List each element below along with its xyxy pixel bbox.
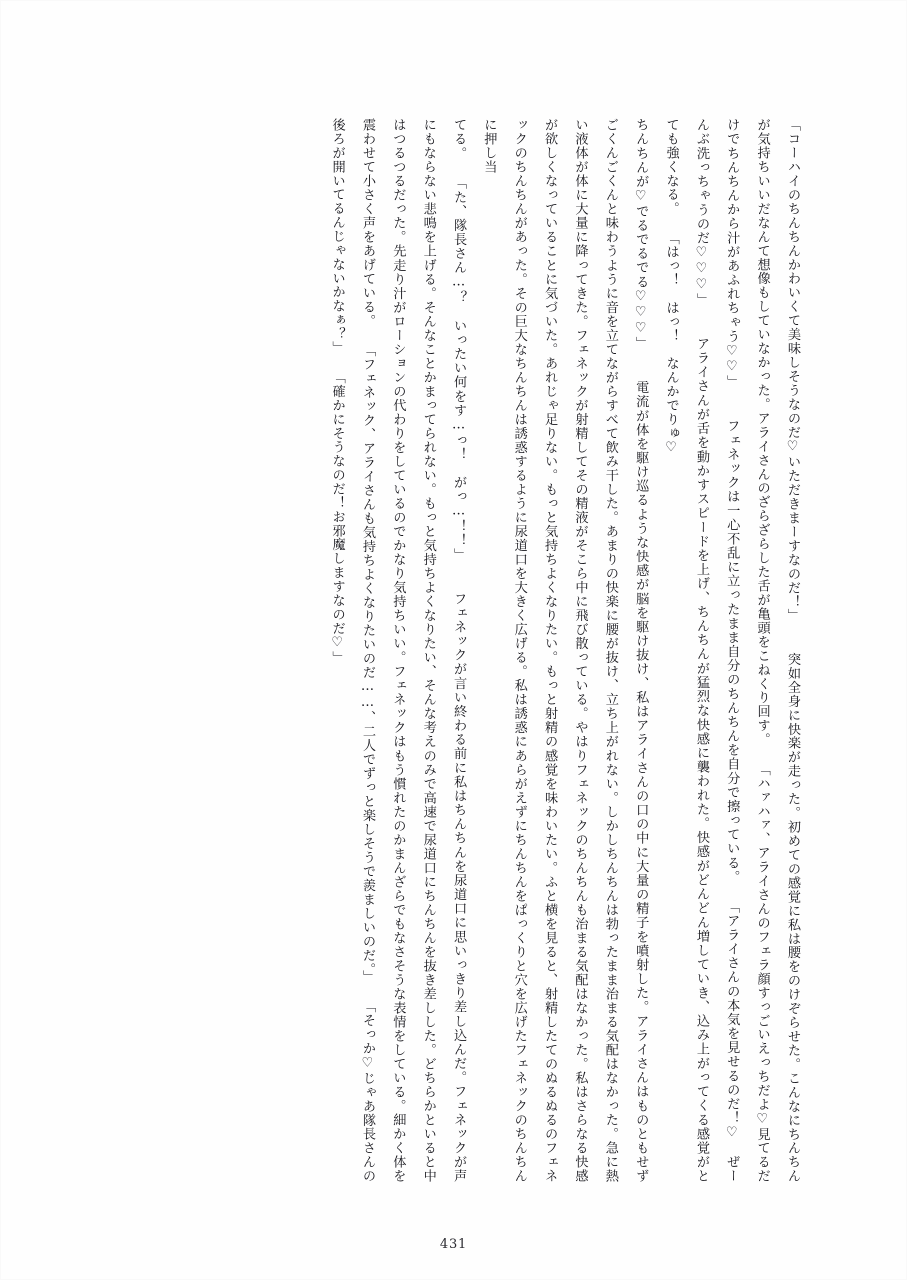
page-number: 431 bbox=[439, 1237, 468, 1252]
paragraph-block-3: てる。 「た、隊長さん…？ いったい何をす…っ！ がっ…！！」 フェネックが言い終わる前に私はちんちんを尿道口に思いっきり差し込んだ。フェネックが声にもならない悲鳴を上げる。そんなことかまってられない。もっと気持ちよくなりたい、そんな考えのみで高速で尿道口にちんちんを抜き差しした。どちらかといると中はつるつるだった。先走り汁がローションの代わりをしているのでかなり気持ちいい。フェネックはもう慣れたのかまんざらでもなさそうな表情をしている。細かく体を震わせて小さく声をあげている。 「フェネック、アライさんも気持ちよくなりたいのだ……、二人でずっと楽しそうで羨ましいのだ。」 「そっか♡じゃあ隊長さんの後ろが開いてるんじゃないかなぁ？」 「確かにそうなのだ！お邪魔しますなのだ♡」 bbox=[329, 118, 467, 1183]
paragraph-block-2: ちんちんが♡でるでるでる♡♡♡」 電流が体を駆け巡るような快感が脳を駆け抜け、私はアライさんの口の中に大量の精子を噴射した。アライさんはものともせずごくんごくんと味わうように音を立てながらすべて飲み干した。あまりの快楽に腰が抜け、立ち上がれない。しかしちんちんは勃ったまま治まる気配はなかった。急に熱い液体が体に大量に降ってきた。フェネックが射精してその精液がそこら中に飛び散っている。やはりフェネックのちんちんも治まる気配はなかった。私はさらなる快感が欲しくなっていることに気づいた。あれじゃ足りない。もっと気持ちよくなりたい。もっと射精の感覚を味わいたい。ふと横を見ると、射精したてのぬるぬるのフェネックのちんちんがあった。その巨大なちんちんは誘惑するように尿道口を大きく広げる。私は誘惑にあらがえずにちんちんをぱっくりと穴を広げたフェネックのちんちんに押し当 bbox=[481, 118, 649, 1183]
vertical-text-body bbox=[95, 118, 807, 1183]
paragraph-block-1: 「コーハイのちんちんかわいくて美味しそうなのだ♡いただきまーすなのだ！」 突如全身に快楽が走った。初めての感覚に私は腰をのけぞらせた。こんなにちんちんが気持ちいいだなんて想像もしていなかった。アライさんのざらざらした舌が亀頭をこねくり回す。 「ハァハァ、アライさんのフェラ顔すっごいえっちだよ♡見てるだけでちんちんから汁があふれちゃう♡♡」 フェネックは一心不乱に立ったまま自分のちんちんを自分で擦っている。 「アライさんの本気を見せるのだ！♡ ぜーんぶ洗っちゃうのだ♡♡♡」 アライさんが舌を動かすスピードを上げ、ちんちんが猛烈な快感に襲われた。快感がどんどん増していき、込み上がってくる感覚がとても強くなる。 「はっ！ はっ！ なんかでりゅ♡ bbox=[663, 118, 800, 1183]
